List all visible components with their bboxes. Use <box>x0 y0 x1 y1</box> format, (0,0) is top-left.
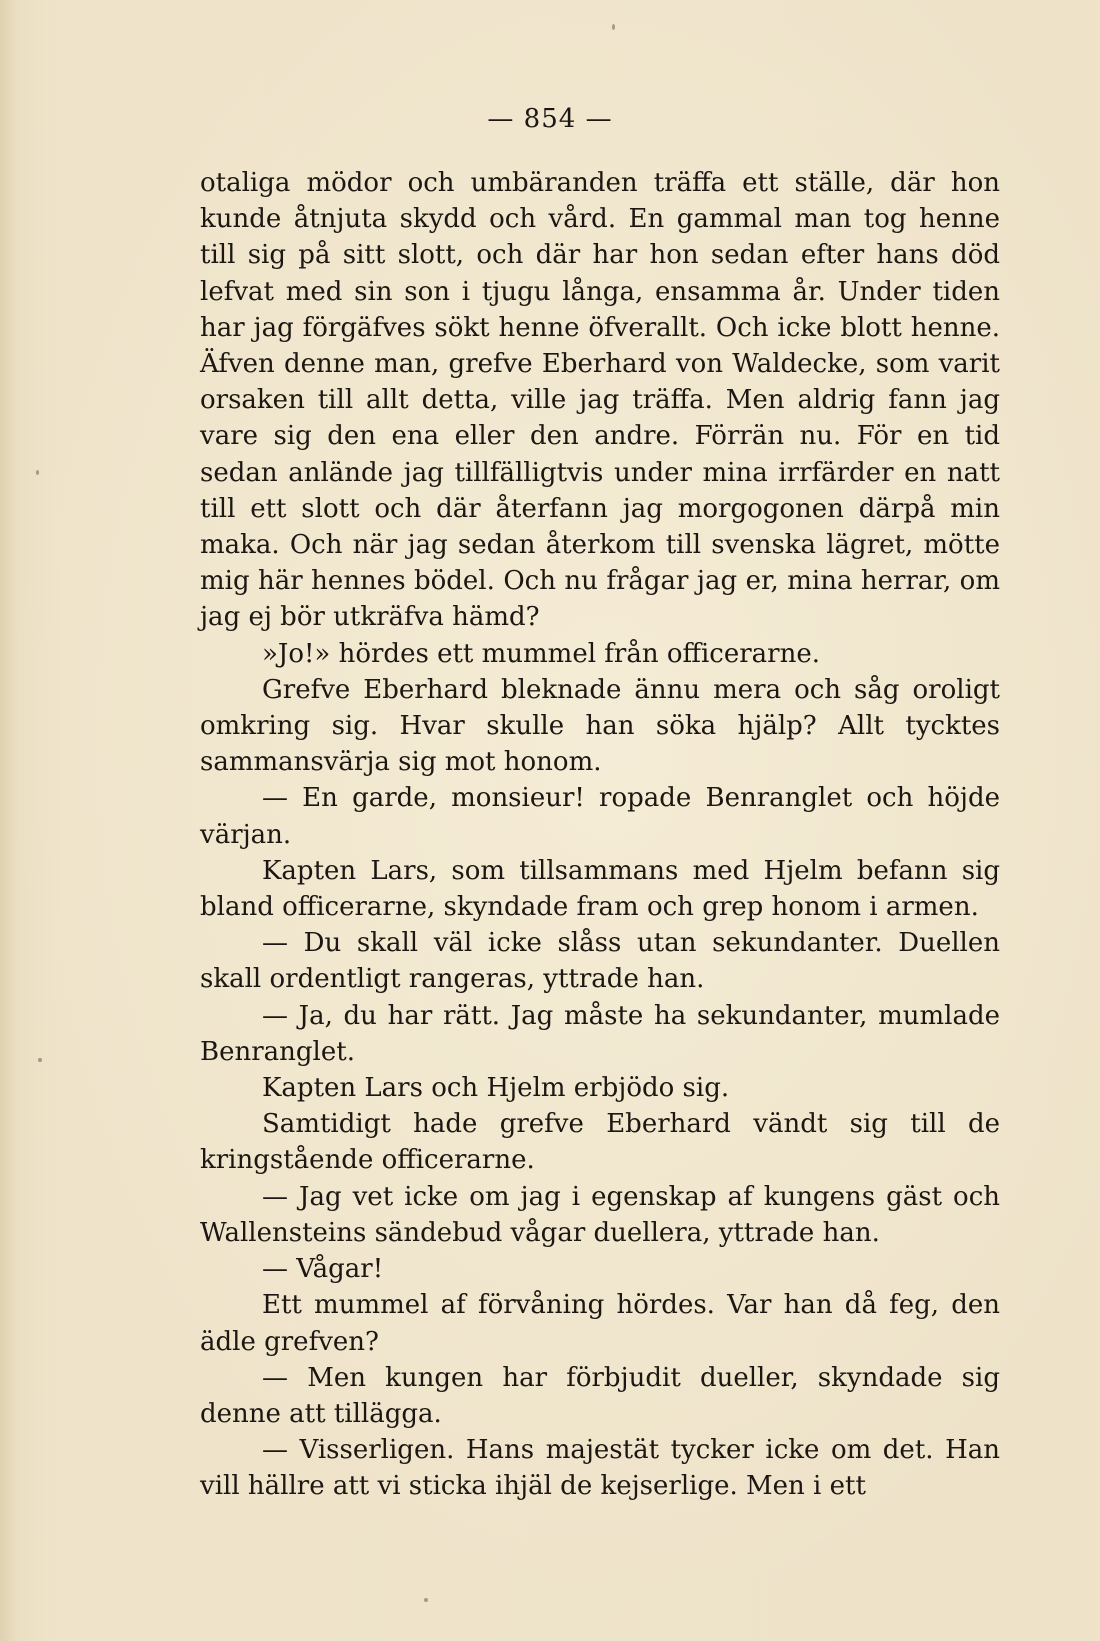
paragraph: Grefve Eberhard bleknade ännu mera och såg oroligt omkring sig. Hvar skulle han söka hjälp? Allt tycktes sammansvärja sig mot honom. <box>200 674 1000 778</box>
body-text <box>200 165 1000 1505</box>
paragraph: Samtidigt hade grefve Eberhard vändt sig till de kringstående officerarne. <box>200 1109 1000 1176</box>
paper-speck <box>36 470 39 475</box>
paragraph: otaliga mödor och umbäranden träffa ett ställe, där hon kunde åtnjuta skydd och vård. En gammal man tog henne till sig på sitt slott, och där har hon sedan efter hans död lefvat med sin son i tjugu långa, ensamma år. Under tiden har jag förgäfves sökt henne öfverallt. Och icke blott henne. Äfven denne man, grefve Eberhard von Waldecke, som varit orsaken till allt detta, ville jag träffa. Men aldrig fann jag vare sig den ena eller den andre. Förrän nu. För en tid sedan anlände jag tillfälligtvis under mina irrfärder en natt till ett slott och där återfann jag morgogonen därpå min maka. Och när jag sedan återkom till svenska lägret, mötte mig här hennes bödel. Och nu frågar jag er, mina herrar, om jag ej bör utkräfva hämd? <box>200 168 1000 633</box>
paragraph: Ett mummel af förvåning hördes. Var han då feg, den ädle grefven? <box>200 1290 1000 1357</box>
paragraph: »Jo!» hördes ett mummel från officerarne. <box>262 638 820 669</box>
page-number: — 854 — <box>487 104 613 134</box>
paper-speck <box>424 1598 428 1602</box>
paper-speck <box>38 1058 42 1062</box>
paragraph: — Vågar! <box>262 1254 384 1285</box>
paragraph: — Ja, du har rätt. Jag måste ha sekundanter, mumlade Benranglet. <box>200 1000 1000 1067</box>
paragraph: — Men kungen har förbjudit dueller, skyndade sig denne att tillägga. <box>200 1362 1000 1429</box>
paragraph: Kapten Lars, som tillsammans med Hjelm befann sig bland officerarne, skyndade fram och grep honom i armen. <box>200 855 1000 923</box>
paragraph: Kapten Lars och Hjelm erbjödo sig. <box>262 1073 730 1104</box>
paragraph: — En garde, monsieur! ropade Benranglet och höjde värjan. <box>200 783 1000 850</box>
paper-speck <box>612 24 615 30</box>
paragraph: — Du skall väl icke slåss utan sekundanter. Duellen skall ordentligt rangeras, yttrade han. <box>200 928 1000 995</box>
paragraph: — Visserligen. Hans majestät tycker icke om det. Han vill hällre att vi sticka ihjäl de kejserlige. Men i ett <box>200 1435 1000 1502</box>
paragraph: — Jag vet icke om jag i egenskap af kungens gäst och Wallensteins sändebud vågar duellera, yttrade han. <box>200 1181 1000 1248</box>
